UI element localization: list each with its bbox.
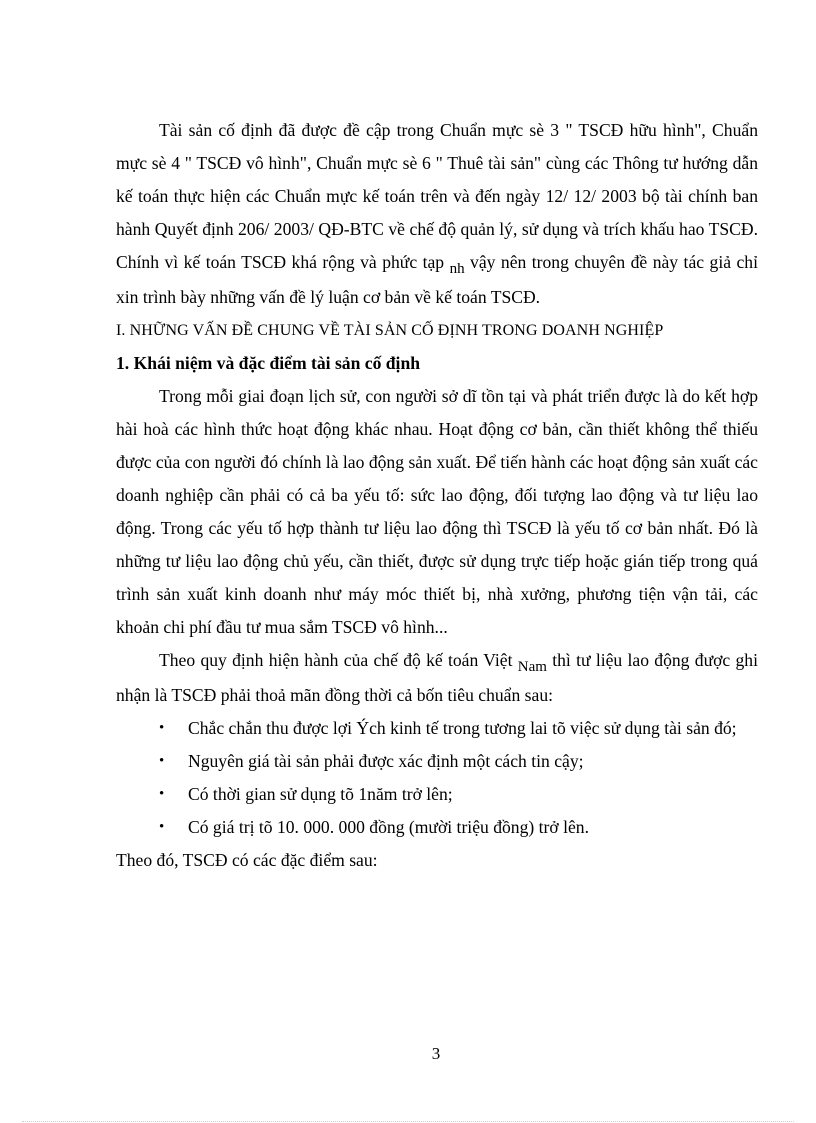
criteria-item (116, 811, 758, 844)
document-body (116, 114, 758, 877)
regulation-text-part-1: Theo quy định hiện hành của chế độ kế toán Việt (159, 650, 518, 670)
criteria-item (116, 778, 758, 811)
section-heading: I. NHỮNG VẤN ĐỀ CHUNG VỀ TÀI SẢN CỐ ĐỊNH TRONG DOANH NGHIỆP (116, 322, 664, 339)
criteria-item-text: Chắc chắn thu được lợi Ých kinh tế trong tương lai tõ việc sử dụng tài sản đó; (188, 718, 737, 738)
concept-paragraph: Trong mỗi giai đoạn lịch sử, con người sở dĩ tồn tại và phát triển được là do kết hợp hài hoà các hình thức hoạt động khác nhau. Hoạt động cơ bản, cần thiết không thể thiếu được của con người đó chính là lao động sản xuất. Để tiến hành các hoạt động sản xuất các doanh nghiệp cần phải có cả ba yếu tố: sức lao động, đối tượng lao động và tư liệu lao động. Trong các yếu tố hợp thành tư liệu lao động thì TSCĐ là yếu tố cơ bản nhất. Đó là những tư liệu lao động chủ yếu, cần thiết, được sử dụng trực tiếp hoặc gián tiếp trong quá trình sản xuất kinh doanh như máy móc thiết bị, nhà xưởng, phương tiện vận tải, các khoản chi phí đầu tư mua sắm TSCĐ vô hình... (116, 386, 758, 637)
criteria-item-text: Có thời gian sử dụng tõ 1năm trở lên; (188, 784, 453, 804)
subsection-heading: 1. Khái niệm và đặc điểm tài sản cố định (116, 353, 421, 373)
regulation-text-part-2: thì tư liệu lao động được ghi nhận là TSCĐ phải thoả mãn đồng thời cả bốn tiêu chuẩn sau: (116, 650, 758, 705)
bullet-icon: • (159, 720, 165, 736)
criteria-item-text: Nguyên giá tài sản phải được xác định một cách tin cậy; (188, 751, 584, 771)
regulation-paragraph (116, 644, 758, 712)
bullet-icon: • (159, 819, 165, 835)
regulation-word-nam: Nam (517, 659, 547, 675)
criteria-list (116, 712, 758, 844)
criteria-item (116, 712, 758, 745)
page-number: 3 (431, 1044, 441, 1063)
criteria-item-text: Có giá trị tõ 10. 000. 000 đồng (mười triệu đồng) trở lên. (188, 817, 589, 837)
intro-text-part-2: vậy nên trong chuyên đề này tác giả chỉ xin trình bày những vấn đề lý luận cơ bản về kế toán TSCĐ. (116, 252, 758, 307)
criteria-item (116, 745, 758, 778)
closing-line: Theo đó, TSCĐ có các đặc điểm sau: (116, 850, 378, 870)
intro-text-part-1: Tài sản cố định đã được đề cập trong Chuẩn mực sè 3 " TSCĐ hữu hình", Chuẩn mực sè 4 " TSCĐ vô hình", Chuẩn mực sè 6 " Thuê tài sản" cùng các Thông tư hướng dẫn kế toán thực hiện các Chuẩn mực kế toán trên và đến ngày 12/ 12/ 2003 bộ tài chính ban hành Quyết định 206/ 2003/ QĐ-BTC về chế độ quản lý, sử dụng và trích khấu hao TSCĐ. Chính vì kế toán TSCĐ khá rộng và phức tạp (116, 120, 758, 272)
page-bottom-divider (22, 1121, 794, 1122)
intro-paragraph (116, 114, 758, 314)
intro-fragment-nh: nh (449, 261, 465, 277)
bullet-icon: • (159, 786, 165, 802)
bullet-icon: • (159, 753, 165, 769)
